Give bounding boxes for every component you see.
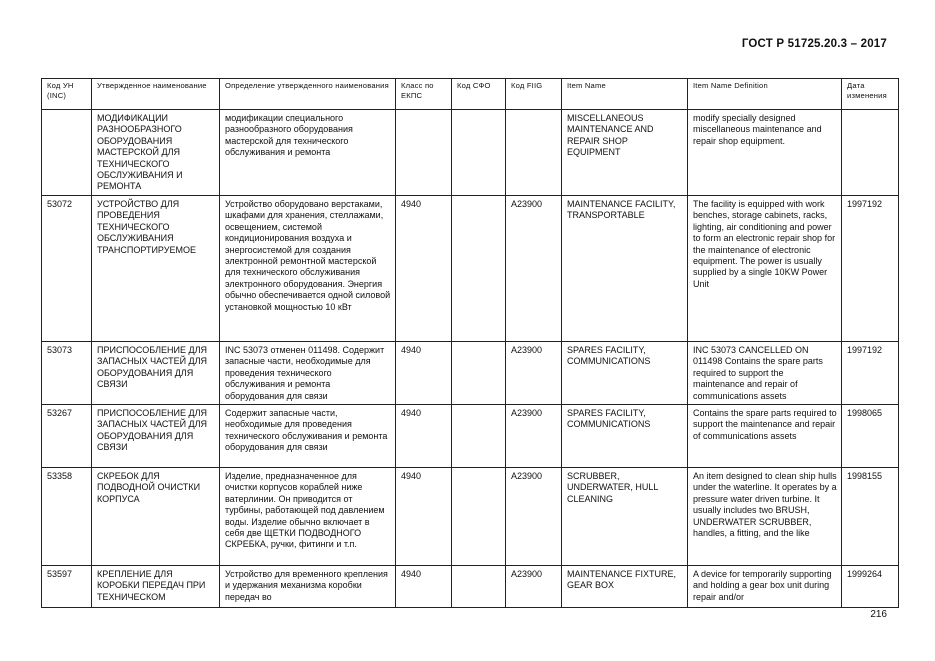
cell-change-date: 1998155 — [842, 468, 899, 566]
cell-fiig-code: A23900 — [506, 196, 562, 342]
classification-table — [41, 78, 899, 608]
col-header-sfo-code: Код СФО — [452, 79, 506, 110]
cell-sfo-code — [452, 342, 506, 405]
cell-ekps-class — [396, 110, 452, 196]
cell-fiig-code: A23900 — [506, 342, 562, 405]
page-number: 216 — [870, 609, 887, 620]
cell-change-date: 1998065 — [842, 405, 899, 468]
cell-item-name: MAINTENANCE FIXTURE, GEAR BOX — [562, 566, 688, 608]
cell-inc — [42, 110, 92, 196]
col-header-approved-name: Утвержденное наименование — [92, 79, 220, 110]
cell-item-name: MISCELLANEOUS MAINTENANCE AND REPAIR SHOP EQUIPMENT — [562, 110, 688, 196]
cell-approved-name: МОДИФИКАЦИИ РАЗНООБРАЗНОГО ОБОРУДОВАНИЯ МАСТЕРСКОЙ ДЛЯ ТЕХНИЧЕСКОГО ОБСЛУЖИВАНИЯ И РЕМОНТА — [92, 110, 220, 196]
cell-approved-name: СКРЕБОК ДЛЯ ПОДВОДНОЙ ОЧИСТКИ КОРПУСА — [92, 468, 220, 566]
cell-change-date: 1997192 — [842, 196, 899, 342]
cell-item-name-definition: A device for temporarily supporting and holding a gear box unit during repair and/or — [688, 566, 842, 608]
cell-item-name-definition: INC 53073 CANCELLED ON 011498 Contains the spare parts required to support the maintenance and repair of communications assets — [688, 342, 842, 405]
cell-approved-name: КРЕПЛЕНИЕ ДЛЯ КОРОБКИ ПЕРЕДАЧ ПРИ ТЕХНИЧЕСКОМ — [92, 566, 220, 608]
cell-inc: 53072 — [42, 196, 92, 342]
cell-ekps-class: 4940 — [396, 196, 452, 342]
table-row — [42, 405, 899, 468]
table-header-row — [42, 79, 899, 110]
table-row — [42, 110, 899, 196]
cell-inc: 53073 — [42, 342, 92, 405]
cell-item-name-definition: Contains the spare parts required to support the maintenance and repair of communications assets — [688, 405, 842, 468]
cell-inc: 53358 — [42, 468, 92, 566]
col-header-item-name: Item Name — [562, 79, 688, 110]
cell-definition: Содержит запасные части, необходимые для проведения технического обслуживания и ремонта оборудования для связи — [220, 405, 396, 468]
col-header-inc: Код УН (INC) — [42, 79, 92, 110]
cell-definition: INC 53073 отменен 011498. Содержит запасные части, необходимые для проведения технического обслуживания и ремонта оборудования для связи — [220, 342, 396, 405]
cell-inc: 53267 — [42, 405, 92, 468]
cell-item-name: SCRUBBER, UNDERWATER, HULL CLEANING — [562, 468, 688, 566]
table-row — [42, 468, 899, 566]
col-header-fiig-code: Код FIIG — [506, 79, 562, 110]
col-header-item-name-definition: Item Name Definition — [688, 79, 842, 110]
table-row — [42, 566, 899, 608]
cell-sfo-code — [452, 196, 506, 342]
cell-item-name-definition: modify specially designed miscellaneous maintenance and repair shop equipment. — [688, 110, 842, 196]
cell-fiig-code — [506, 110, 562, 196]
cell-approved-name: ПРИСПОСОБЛЕНИЕ ДЛЯ ЗАПАСНЫХ ЧАСТЕЙ ДЛЯ ОБОРУДОВАНИЯ ДЛЯ СВЯЗИ — [92, 342, 220, 405]
cell-definition: Устройство для временного крепления и удержания механизма коробки передач во — [220, 566, 396, 608]
cell-item-name-definition: The facility is equipped with work benches, storage cabinets, racks, lighting, air conditioning and power to form an electronic repair shop for the maintenance of electronic equipment. The power is usually supplied by a single 10KW Power Unit — [688, 196, 842, 342]
cell-ekps-class: 4940 — [396, 468, 452, 566]
cell-definition: Устройство оборудовано верстаками, шкафами для хранения, стеллажами, освещением, системой кондиционирования воздуха и энергосистемой для создания электронной ремонтной мастерской для технического обслуживания электронного оборудования. Энергия обычно обеспечивается одной силовой установкой мощностью 10 кВт — [220, 196, 396, 342]
cell-item-name: MAINTENANCE FACILITY, TRANSPORTABLE — [562, 196, 688, 342]
cell-change-date — [842, 110, 899, 196]
table-row — [42, 342, 899, 405]
cell-fiig-code: A23900 — [506, 566, 562, 608]
table-row — [42, 196, 899, 342]
cell-change-date: 1999264 — [842, 566, 899, 608]
cell-ekps-class: 4940 — [396, 342, 452, 405]
col-header-change-date: Дата изменения — [842, 79, 899, 110]
document-header-title: ГОСТ Р 51725.20.3 – 2017 — [741, 38, 887, 50]
cell-item-name: SPARES FACILITY, COMMUNICATIONS — [562, 342, 688, 405]
cell-fiig-code: A23900 — [506, 405, 562, 468]
col-header-ekps-class: Класс по ЕКПС — [396, 79, 452, 110]
cell-sfo-code — [452, 405, 506, 468]
cell-item-name-definition: An item designed to clean ship hulls under the waterline. It operates by a pressure water driven turbine. It usually includes two BRUSH, UNDERWATER SCRUBBER, handles, a fitting, and the like — [688, 468, 842, 566]
cell-fiig-code: A23900 — [506, 468, 562, 566]
cell-item-name: SPARES FACILITY, COMMUNICATIONS — [562, 405, 688, 468]
cell-approved-name: ПРИСПОСОБЛЕНИЕ ДЛЯ ЗАПАСНЫХ ЧАСТЕЙ ДЛЯ ОБОРУДОВАНИЯ ДЛЯ СВЯЗИ — [92, 405, 220, 468]
cell-definition: модификации специального разнообразного оборудования мастерской для технического обслуживания и ремонта — [220, 110, 396, 196]
cell-definition: Изделие, предназначенное для очистки корпусов кораблей ниже ватерлинии. Он приводится от турбины, работающей под давлением воды. Изделие обычно включает в себя две ЩЕТКИ ПОДВОДНОГО СКРЕБКА, ручки, фитинги и т.п. — [220, 468, 396, 566]
cell-inc: 53597 — [42, 566, 92, 608]
cell-sfo-code — [452, 468, 506, 566]
cell-approved-name: УСТРОЙСТВО ДЛЯ ПРОВЕДЕНИЯ ТЕХНИЧЕСКОГО ОБСЛУЖИВАНИЯ ТРАНСПОРТИРУЕМОЕ — [92, 196, 220, 342]
col-header-definition: Определение утвержденного наименования — [220, 79, 396, 110]
cell-sfo-code — [452, 110, 506, 196]
cell-ekps-class: 4940 — [396, 405, 452, 468]
cell-sfo-code — [452, 566, 506, 608]
cell-ekps-class: 4940 — [396, 566, 452, 608]
cell-change-date: 1997192 — [842, 342, 899, 405]
